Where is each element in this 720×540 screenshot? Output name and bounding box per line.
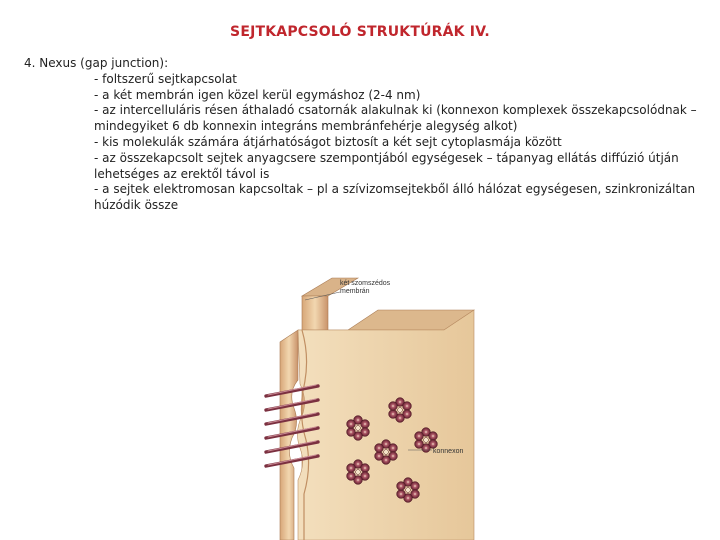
gap-junction-illustration [240,268,480,540]
bullet-item: - foltszerű sejtkapcsolat [94,71,238,86]
membrane-label: két szomszédos membrán [340,280,391,295]
slide-title: SEJTKAPCSOLÓ STRUKTÚRÁK IV. [230,24,490,40]
bullet-item: - az összekapcsolt sejtek anyagcsere szempontjából egységesek – tápanyag ellátás diffúzió útján lehetséges az erektől távol is [94,150,679,181]
front-membrane-face [297,310,474,540]
section-heading: 4. Nexus (gap junction): [24,56,169,70]
bullet-list [24,72,704,214]
connexon-label: konnexon [433,448,464,455]
bullet-item: - a két membrán igen közel kerül egymáshoz (2-4 nm) [94,87,421,102]
bullet-item: - kis molekulák számára átjárhatóságot biztosít a két sejt cytoplasmája között [94,134,562,149]
bullet-item: - a sejtek elektromosan kapcsoltak – pl a szívizomsejtekből álló hálózat egységesen, szinkronizáltan húzódik össze [94,182,696,213]
content-block [24,56,704,214]
bullet-item: - az intercelluláris résen áthaladó csatornák alakulnak ki (konnexon komplexek összekapcsolódnak – mindegyiket 6 db konnexin integráns membránfehérje alegység alkot) [94,103,697,134]
